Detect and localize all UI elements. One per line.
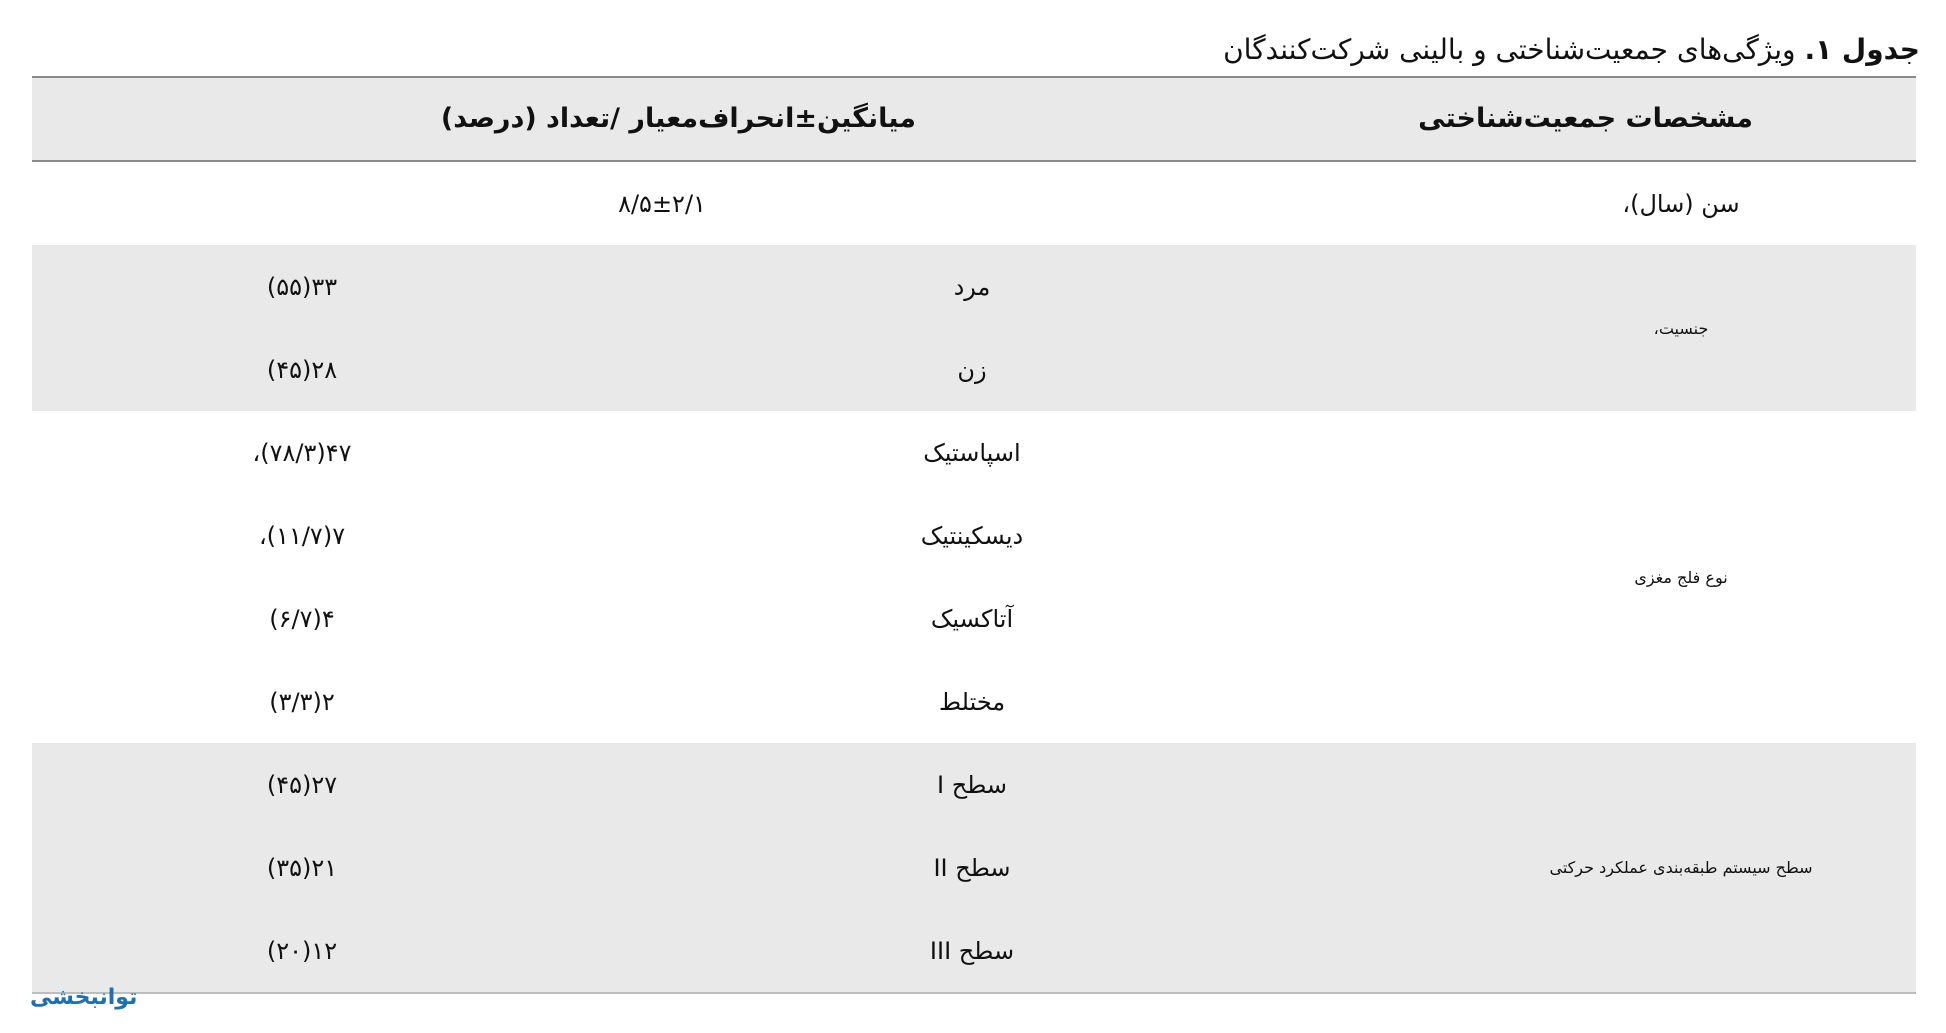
gender-label: جنسیت، xyxy=(1653,318,1709,338)
table-row xyxy=(32,577,1916,660)
journal-logo: توانبخشی xyxy=(30,985,138,1010)
table-row xyxy=(32,245,1916,328)
age-value: ۸/۵±۲/۱ xyxy=(618,189,706,218)
gender-value: ۳۳(۵۵) xyxy=(266,272,338,301)
gmfcs-sub: سطح II xyxy=(933,853,1011,882)
palsy-value: ۴۷(۷۸/۳)، xyxy=(252,438,352,467)
table-header xyxy=(32,78,1916,162)
age-label: سن (سال)، xyxy=(1622,189,1740,218)
table-row xyxy=(32,328,1916,411)
row-group-gender xyxy=(32,245,1916,411)
palsy-value: ۲(۳/۳) xyxy=(269,687,335,716)
row-group-age xyxy=(32,162,1916,245)
table-row xyxy=(32,660,1916,743)
palsy-sub: آتاکسیک xyxy=(930,604,1014,633)
demographics-table xyxy=(32,76,1916,994)
gmfcs-value: ۱۲(۲۰) xyxy=(266,936,338,965)
gmfcs-value: ۲۱(۳۵) xyxy=(266,853,338,882)
caption-label: جدول ۱. xyxy=(1804,33,1920,66)
table-row xyxy=(32,162,1916,245)
gmfcs-sub: سطح III xyxy=(929,936,1015,965)
row-group-palsy xyxy=(32,411,1916,743)
gmfcs-value: ۲۷(۴۵) xyxy=(266,770,338,799)
header-characteristics: مشخصات جمعیت‌شناختی xyxy=(1418,103,1753,134)
palsy-sub: مختلط xyxy=(938,687,1006,716)
table-row xyxy=(32,826,1916,909)
palsy-sub: دیسکینتیک xyxy=(920,521,1024,550)
gender-value: ۲۸(۴۵) xyxy=(266,355,338,384)
table-row xyxy=(32,909,1916,992)
palsy-value: ۷(۱۱/۷)، xyxy=(258,521,346,550)
table-caption xyxy=(26,28,1920,72)
caption-text: ویژگی‌های جمعیت‌شناختی و بالینی شرکت‌کنندگان xyxy=(1223,33,1796,66)
gmfcs-label: سطح سیستم طبقه‌بندی عملکرد حرکتی xyxy=(1549,858,1813,877)
gender-sub: مرد xyxy=(953,272,991,301)
row-group-gmfcs xyxy=(32,743,1916,992)
table-row xyxy=(32,743,1916,826)
palsy-sub: اسپاستیک xyxy=(923,438,1021,467)
gender-sub: زن xyxy=(957,355,987,384)
palsy-label: نوع فلج مغزی xyxy=(1634,567,1728,587)
table-row xyxy=(32,411,1916,494)
header-values: میانگین±انحراف‌معیار /تعداد (درصد) xyxy=(440,103,916,134)
table-row xyxy=(32,494,1916,577)
gmfcs-sub: سطح I xyxy=(937,770,1007,799)
palsy-value: ۴(۶/۷) xyxy=(269,604,335,633)
